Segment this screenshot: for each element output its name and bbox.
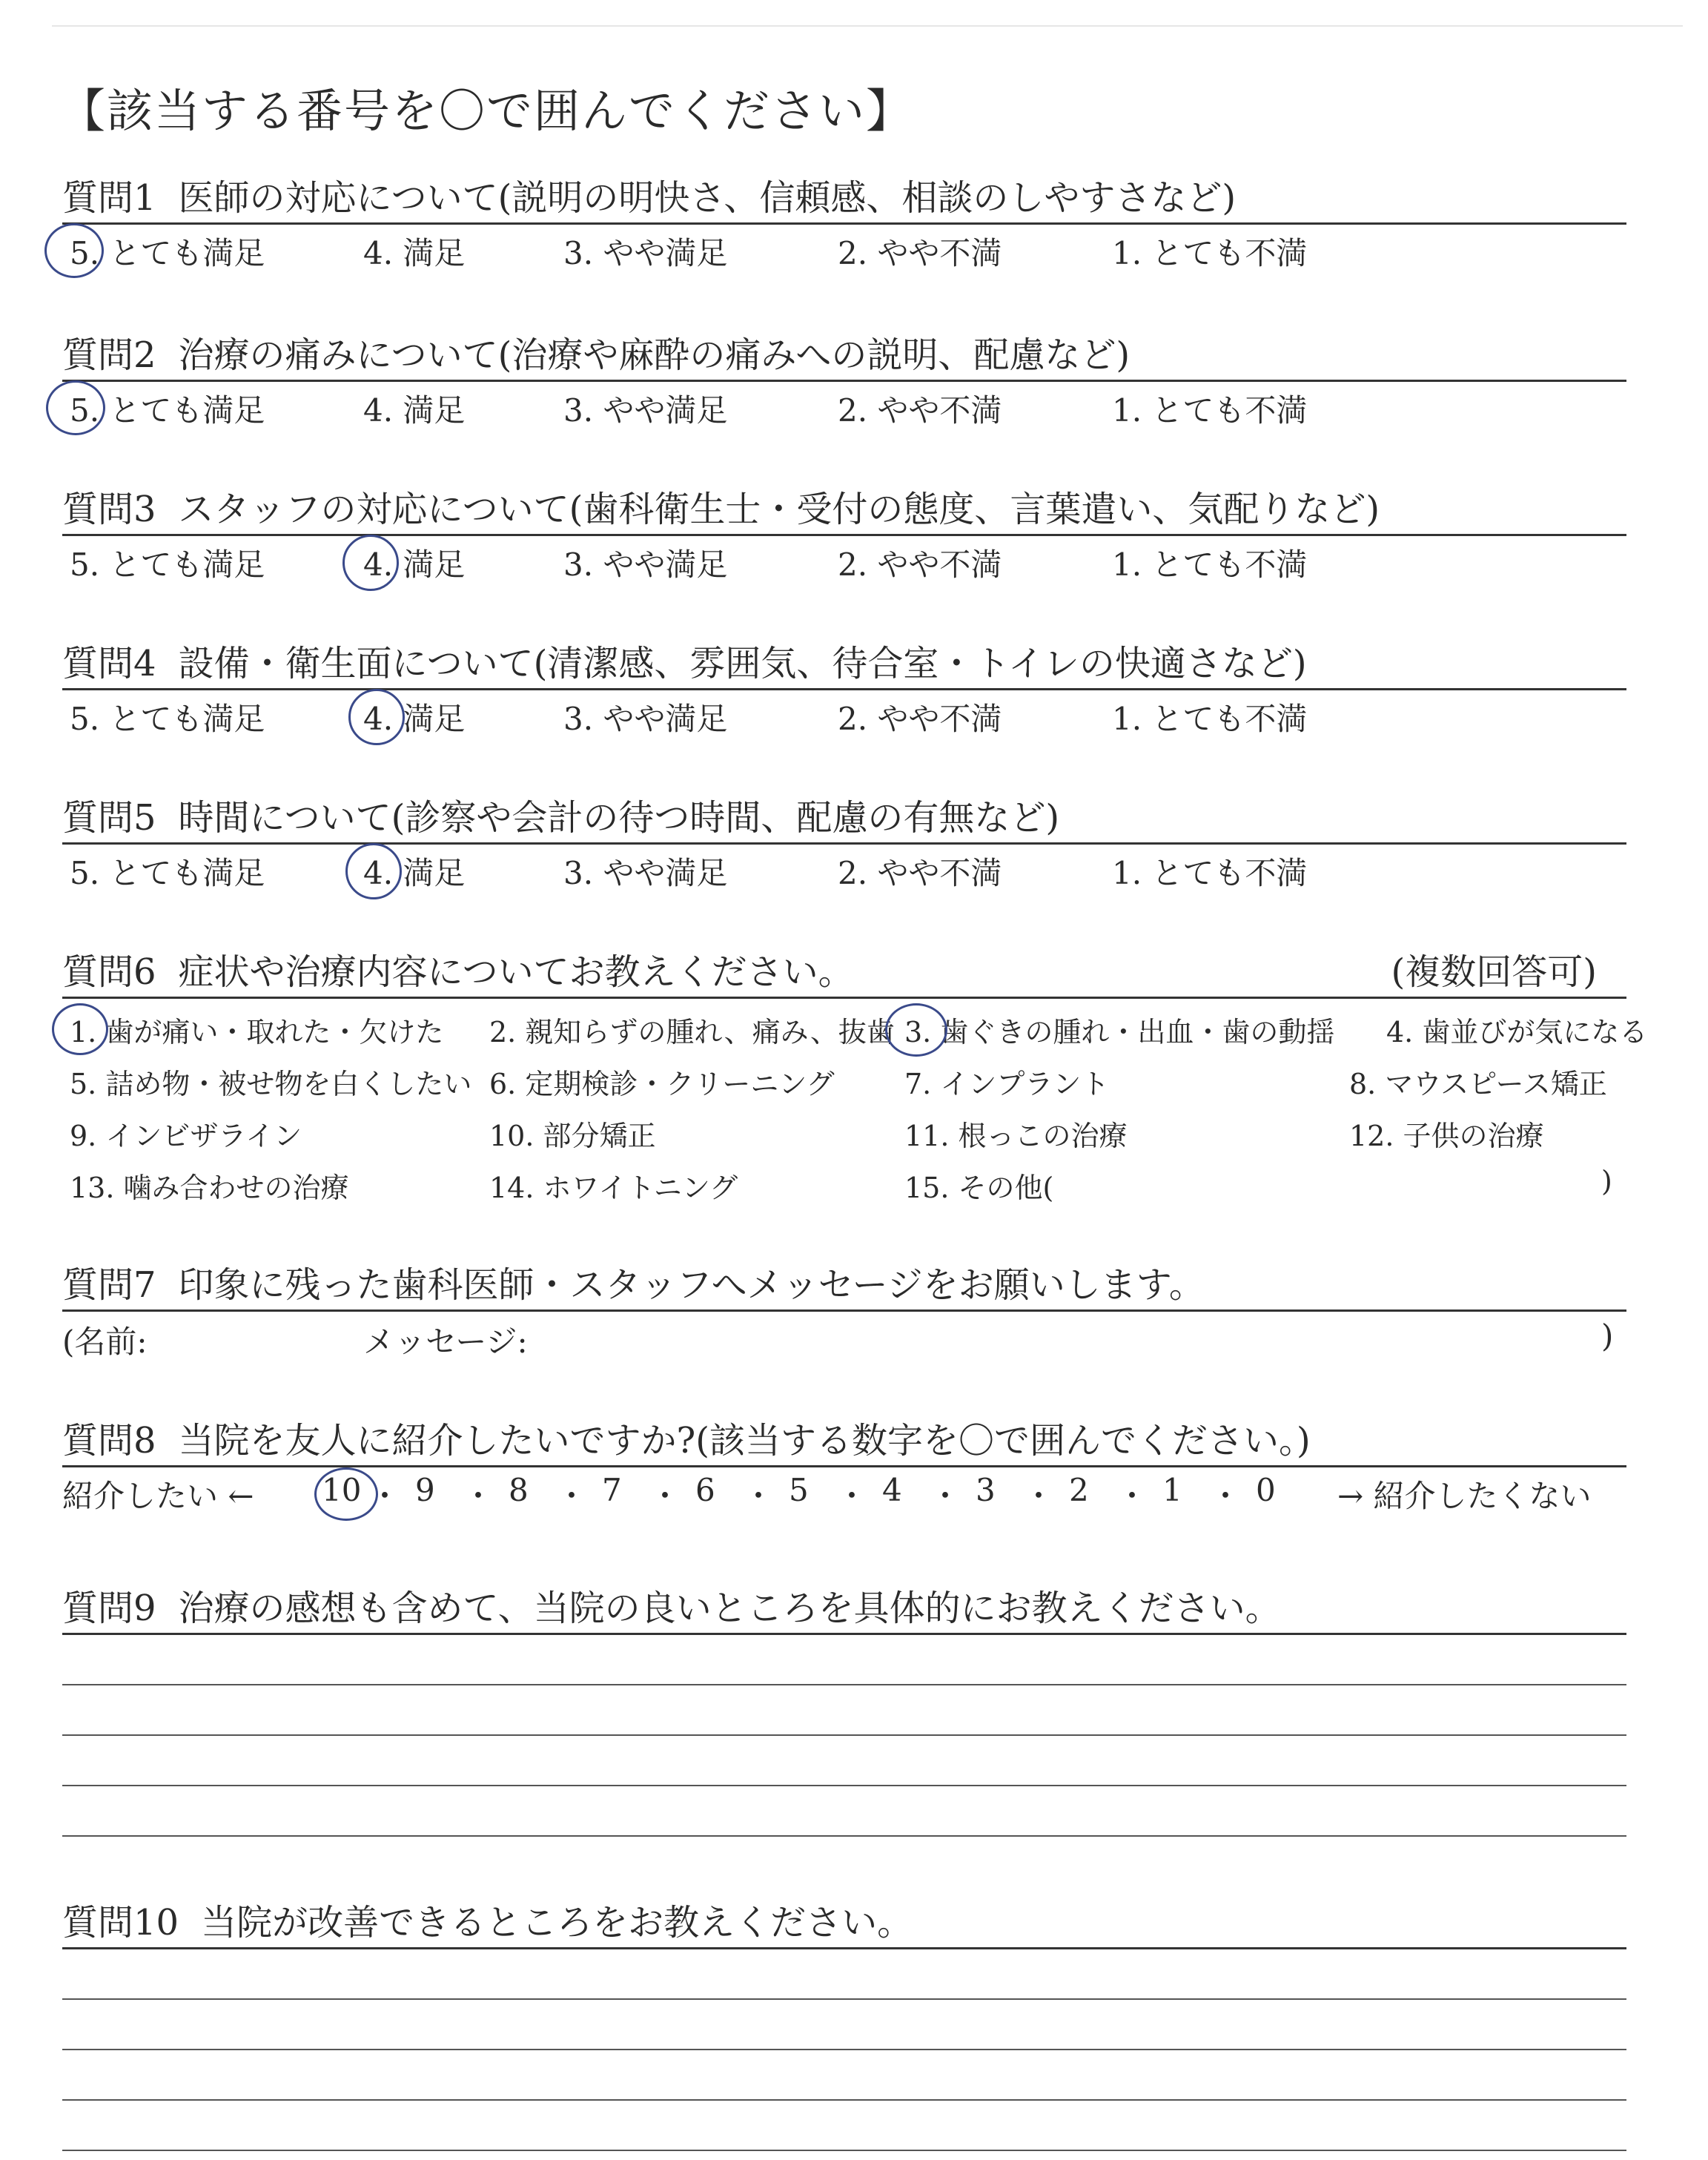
rating-options <box>62 849 1626 895</box>
hand-drawn-circle <box>46 380 105 435</box>
recommend-scale <box>62 1472 1626 1518</box>
scale-value-5[interactable]: 5 <box>789 1472 809 1508</box>
underline <box>62 1633 1626 1635</box>
underline <box>62 1465 1626 1467</box>
option-4[interactable]: 4. 満足 <box>363 701 466 737</box>
question-7 <box>62 1256 1626 1364</box>
symptom-option[interactable]: 7. インプラント <box>904 1068 1110 1100</box>
hand-drawn-circle <box>348 689 405 745</box>
option-3[interactable]: 3. やや満足 <box>563 392 728 429</box>
underline <box>62 1309 1626 1312</box>
question-number: 質問4 <box>62 643 156 684</box>
writing-line[interactable] <box>62 2049 1626 2050</box>
symptom-option-other[interactable]: 15. その他( <box>904 1172 1054 1204</box>
question-title: 医師の対応について(説明の明快さ、信頼感、相談のしやすさなど) <box>178 177 1237 219</box>
instruction-header: 【該当する番号を〇で囲んでください】 <box>59 84 914 138</box>
scale-separator: ・ <box>743 1478 775 1514</box>
option-2[interactable]: 2. やや不満 <box>838 701 1002 737</box>
symptom-option[interactable]: 4. 歯並びが気になる <box>1386 1016 1648 1048</box>
option-1[interactable]: 1. とても不満 <box>1112 392 1308 429</box>
symptom-option[interactable]: 8. マウスピース矯正 <box>1349 1068 1607 1100</box>
question-number: 質問6 <box>62 951 156 993</box>
underline <box>62 1947 1626 1949</box>
question-number: 質問7 <box>62 1264 156 1306</box>
question-1 <box>62 169 1626 275</box>
question-title: スタッフの対応について(歯科衛生士・受付の態度、言葉遣い、気配りなど) <box>178 489 1380 530</box>
symptom-option[interactable]: 13. 噛み合わせの治療 <box>70 1172 349 1204</box>
option-5[interactable]: 5. とても満足 <box>70 701 265 737</box>
hand-drawn-circle <box>342 535 399 591</box>
question-5 <box>62 789 1626 895</box>
question-4 <box>62 635 1626 741</box>
option-1[interactable]: 1. とても不満 <box>1112 701 1308 737</box>
writing-line[interactable] <box>62 1684 1626 1685</box>
scale-separator: ・ <box>930 1478 961 1514</box>
option-2[interactable]: 2. やや不満 <box>838 392 1002 429</box>
recommend-right-label: → 紹介したくない <box>1337 1478 1592 1514</box>
underline <box>62 380 1626 382</box>
multiple-answers-note: (複数回答可) <box>1391 951 1597 993</box>
symptom-option[interactable]: 6. 定期検診・クリーニング <box>489 1068 835 1100</box>
symptom-option[interactable]: 3. 歯ぐきの腫れ・出血・歯の動揺 <box>904 1016 1335 1048</box>
writing-line[interactable] <box>62 2099 1626 2101</box>
name-label: (名前: <box>62 1324 148 1360</box>
question-title: 印象に残った歯科医師・スタッフへメッセージをお願いします。 <box>178 1264 1205 1306</box>
scale-separator: ・ <box>649 1478 681 1514</box>
option-4[interactable]: 4. 満足 <box>363 546 466 583</box>
scale-separator: ・ <box>369 1478 401 1514</box>
message-label[interactable]: メッセージ: <box>363 1324 528 1360</box>
rating-options <box>62 386 1626 432</box>
scale-value-8[interactable]: 8 <box>509 1472 529 1508</box>
hand-drawn-circle <box>345 843 402 899</box>
option-3[interactable]: 3. やや満足 <box>563 701 728 737</box>
scale-separator: ・ <box>556 1478 588 1514</box>
question-title: 治療の感想も含めて、当院の良いところを具体的にお教えください。 <box>178 1588 1281 1629</box>
option-3[interactable]: 3. やや満足 <box>563 855 728 891</box>
option-5[interactable]: 5. とても満足 <box>70 392 265 429</box>
underline <box>62 997 1626 999</box>
symptom-option[interactable]: 2. 親知らずの腫れ、痛み、抜歯 <box>489 1016 895 1048</box>
question-title: 当院を友人に紹介したいですか?(該当する数字を〇で囲んでください。) <box>178 1420 1311 1462</box>
symptom-options <box>62 1005 1648 1212</box>
option-1[interactable]: 1. とても不満 <box>1112 546 1308 583</box>
option-3[interactable]: 3. やや満足 <box>563 235 728 271</box>
symptom-option[interactable]: 12. 子供の治療 <box>1349 1120 1544 1152</box>
option-5[interactable]: 5. とても満足 <box>70 235 265 271</box>
scale-value-1[interactable]: 1 <box>1162 1472 1182 1508</box>
scale-value-0[interactable]: 0 <box>1256 1472 1276 1508</box>
underline <box>62 534 1626 536</box>
question-title: 時間について(診察や会計の待つ時間、配慮の有無など) <box>178 797 1060 839</box>
option-5[interactable]: 5. とても満足 <box>70 855 265 891</box>
rating-options <box>62 541 1626 587</box>
question-number: 質問5 <box>62 797 156 839</box>
scale-separator: ・ <box>1116 1478 1148 1514</box>
scale-value-6[interactable]: 6 <box>695 1472 715 1508</box>
scale-value-2[interactable]: 2 <box>1069 1472 1089 1508</box>
symptom-option[interactable]: 10. 部分矯正 <box>489 1120 656 1152</box>
scale-value-4[interactable]: 4 <box>882 1472 902 1508</box>
scale-value-10[interactable]: 10 <box>322 1472 362 1508</box>
scale-value-9[interactable]: 9 <box>415 1472 435 1508</box>
question-title: 当院が改善できるところをお教えください。 <box>201 1902 913 1943</box>
scan-edge-line <box>52 25 1683 27</box>
recommend-left-label: 紹介したい ← <box>62 1478 254 1514</box>
close-paren: ) <box>1601 1318 1614 1354</box>
option-4[interactable]: 4. 満足 <box>363 855 466 891</box>
scale-separator: ・ <box>1023 1478 1055 1514</box>
writing-line[interactable] <box>62 1998 1626 2000</box>
option-1[interactable]: 1. とても不満 <box>1112 235 1308 271</box>
underline <box>62 222 1626 225</box>
hand-drawn-circle <box>52 1003 108 1055</box>
question-number: 質問9 <box>62 1588 156 1629</box>
question-6 <box>62 943 1648 1212</box>
hand-drawn-circle <box>44 223 104 278</box>
scale-separator: ・ <box>463 1478 494 1514</box>
scale-separator: ・ <box>1210 1478 1242 1514</box>
scale-value-3[interactable]: 3 <box>976 1472 996 1508</box>
option-4[interactable]: 4. 満足 <box>363 392 466 429</box>
scale-separator: ・ <box>836 1478 868 1514</box>
option-2[interactable]: 2. やや不満 <box>838 855 1002 891</box>
message-line <box>62 1318 1626 1364</box>
symptom-option[interactable]: 14. ホワイトニング <box>489 1172 738 1204</box>
question-title: 症状や治療内容についてお教えください。 <box>178 951 854 993</box>
writing-line[interactable] <box>62 2150 1626 2151</box>
scale-value-7[interactable]: 7 <box>602 1472 622 1508</box>
underline <box>62 842 1626 845</box>
question-number: 質問8 <box>62 1420 156 1462</box>
rating-options <box>62 695 1626 741</box>
question-number: 質問1 <box>62 177 156 219</box>
symptom-option[interactable]: 1. 歯が痛い・取れた・欠けた <box>70 1016 444 1048</box>
symptom-option[interactable]: 5. 詰め物・被せ物を白くしたい <box>70 1068 472 1100</box>
option-3[interactable]: 3. やや満足 <box>563 546 728 583</box>
writing-line[interactable] <box>62 1835 1626 1837</box>
question-3 <box>62 480 1626 587</box>
option-5[interactable]: 5. とても満足 <box>70 546 265 583</box>
question-2 <box>62 326 1626 432</box>
option-2[interactable]: 2. やや不満 <box>838 235 1002 271</box>
question-title: 設備・衛生面について(清潔感、雰囲気、待合室・トイレの快適さなど) <box>178 643 1307 684</box>
question-title: 治療の痛みについて(治療や麻酔の痛みへの説明、配慮など) <box>178 334 1131 376</box>
writing-line[interactable] <box>62 1734 1626 1736</box>
question-9 <box>62 1579 1626 1837</box>
underline <box>62 688 1626 690</box>
other-close-paren: ) <box>1601 1165 1612 1198</box>
option-1[interactable]: 1. とても不満 <box>1112 855 1308 891</box>
question-10 <box>62 1894 1626 2151</box>
symptom-option[interactable]: 11. 根っこの治療 <box>904 1120 1128 1152</box>
question-number: 質問2 <box>62 334 156 376</box>
option-2[interactable]: 2. やや不満 <box>838 546 1002 583</box>
option-4[interactable]: 4. 満足 <box>363 235 466 271</box>
hand-drawn-circle <box>885 1003 947 1057</box>
question-8 <box>62 1412 1626 1518</box>
writing-line[interactable] <box>62 1785 1626 1786</box>
symptom-option[interactable]: 9. インビザライン <box>70 1120 302 1152</box>
rating-options <box>62 229 1626 275</box>
question-number: 質問3 <box>62 489 156 530</box>
question-number: 質問10 <box>62 1902 179 1943</box>
